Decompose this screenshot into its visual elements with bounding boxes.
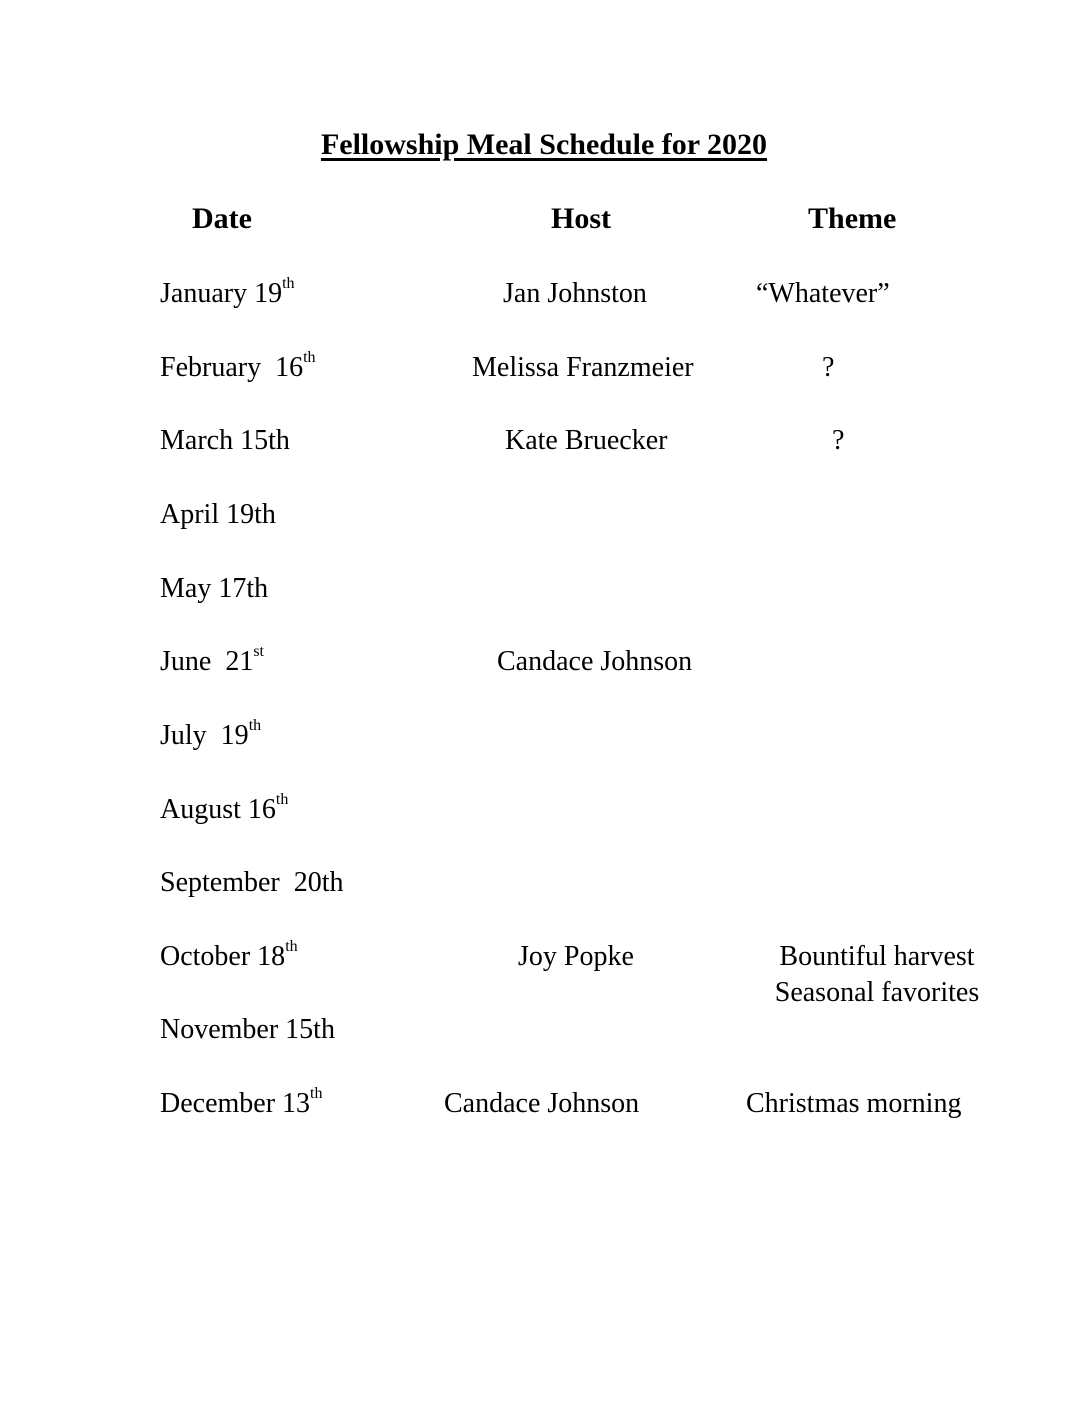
row-date <box>160 571 268 607</box>
date-suffix: st <box>253 643 264 660</box>
date-text: May 17th <box>160 573 269 604</box>
row-host: Candace Johnson <box>444 1088 640 1119</box>
date-suffix: th <box>285 938 298 955</box>
theme-line-2: Seasonal favorites <box>774 977 980 1008</box>
row-host: Candace Johnson <box>497 646 693 677</box>
row-theme: “Whatever” <box>756 278 890 309</box>
row-theme <box>755 939 999 1011</box>
header-date: Date <box>192 202 252 235</box>
row-date <box>160 1012 335 1048</box>
date-text: June 21 <box>160 646 254 677</box>
date-text: September 20th <box>160 867 344 898</box>
row-theme: ? <box>822 352 835 383</box>
date-text: July 19 <box>160 720 249 751</box>
row-date <box>160 939 298 979</box>
date-text: August 16 <box>160 794 276 825</box>
row-theme: ? <box>832 425 845 456</box>
date-text: November 15th <box>160 1014 335 1045</box>
header-theme: Theme <box>808 202 897 235</box>
date-suffix: th <box>310 1085 323 1102</box>
row-date <box>160 792 288 832</box>
row-date <box>160 497 276 533</box>
row-date <box>160 865 344 901</box>
row-date <box>160 644 264 684</box>
row-theme: Christmas morning <box>746 1088 962 1119</box>
row-date <box>160 350 316 390</box>
row-date <box>160 423 290 459</box>
date-suffix: th <box>275 791 289 808</box>
date-suffix: th <box>303 349 316 366</box>
row-date <box>160 718 261 758</box>
header-host: Host <box>551 202 611 235</box>
page-title: Fellowship Meal Schedule for 2020 <box>320 128 768 161</box>
row-date <box>160 1086 323 1126</box>
date-suffix: th <box>248 717 262 734</box>
row-host: Jan Johnston <box>503 278 647 309</box>
date-text: January 19 <box>160 278 283 309</box>
date-text: February 16 <box>160 352 304 383</box>
date-text: April 19th <box>160 499 276 530</box>
date-text: December 13 <box>160 1088 311 1119</box>
row-host: Melissa Franzmeier <box>472 352 694 383</box>
row-date <box>160 276 295 316</box>
date-text: March 15th <box>160 425 290 456</box>
row-host: Kate Bruecker <box>505 425 668 456</box>
date-text: October 18 <box>160 941 286 972</box>
theme-line-1: Bountiful harvest <box>779 941 975 972</box>
date-suffix: th <box>282 275 295 292</box>
row-host: Joy Popke <box>518 941 634 972</box>
